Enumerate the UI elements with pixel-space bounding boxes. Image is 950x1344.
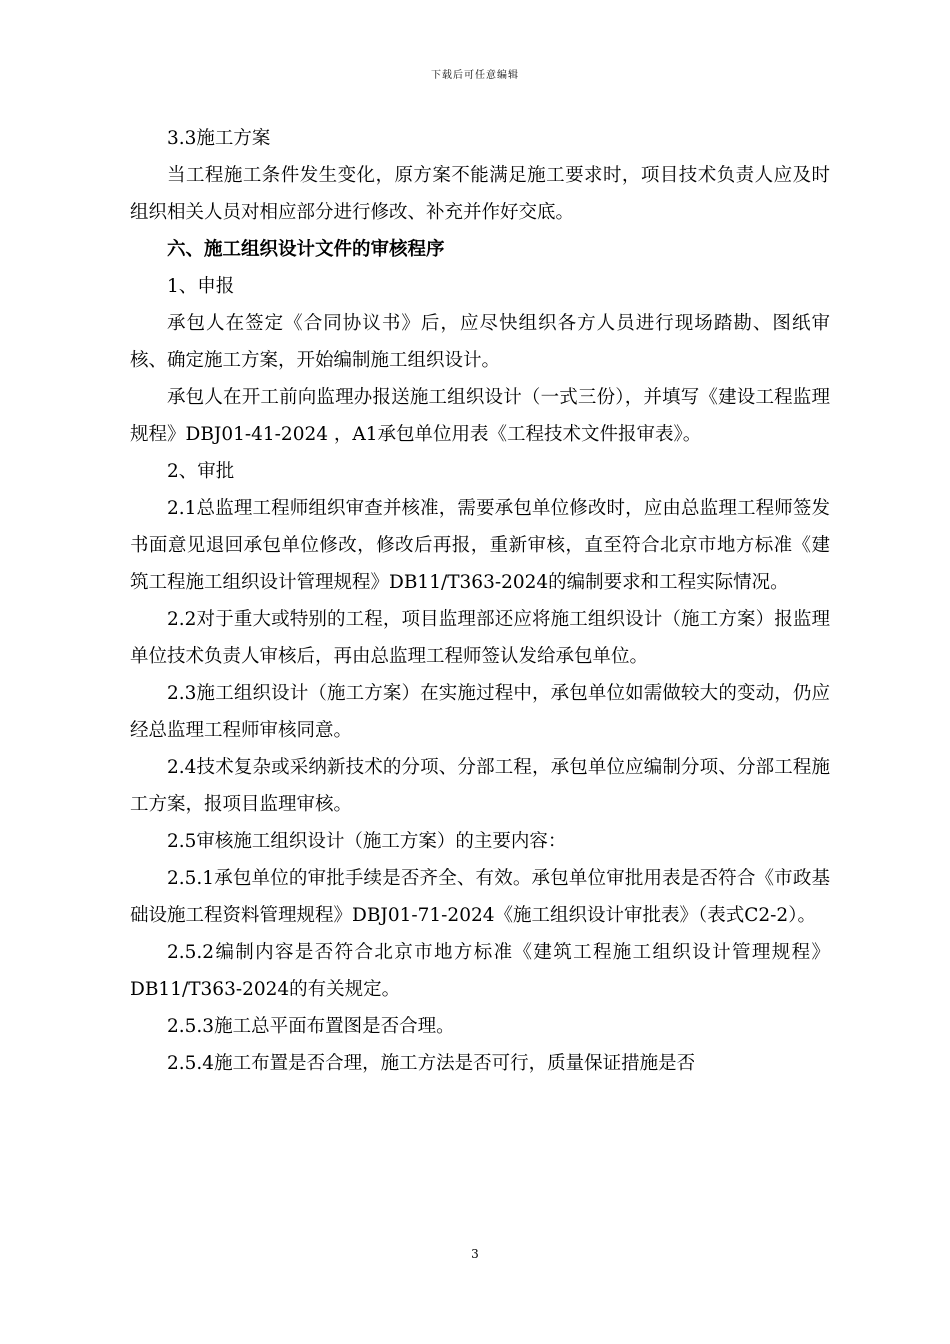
paragraph-2-3: 2.3施工组织设计（施工方案）在实施过程中，承包单位如需做较大的变动，仍应经总监理工程师审核同意。: [130, 683, 830, 741]
paragraph-2-5-4: 2.5.4施工布置是否合理，施工方法是否可行，质量保证措施是否: [167, 1053, 696, 1074]
section-heading-3-3: 3.3施工方案: [167, 128, 271, 149]
paragraph-2-5-3: 2.5.3施工总平面布置图是否合理。: [167, 1016, 455, 1037]
subheading-report: 1、申报: [167, 276, 235, 297]
paragraph-2-2: 2.2对于重大或特别的工程，项目监理部还应将施工组织设计（施工方案）报监理单位技术负责人审核后，再由总监理工程师签认发给承包单位。: [130, 609, 830, 667]
subheading-approval: 2、审批: [167, 461, 235, 482]
page-header: 下载后可任意编辑: [431, 70, 519, 81]
section-heading-review-procedure: 六、施工组织设计文件的审核程序: [167, 239, 445, 260]
paragraph-2-1: 2.1总监理工程师组织审查并核准，需要承包单位修改时，应由总监理工程师签发书面意见退回承包单位修改，修改后再报，重新审核，直至符合北京市地方标准《建筑工程施工组织设计管理规程》DB11/T363-2024的编制要求和工程实际情况。: [130, 498, 830, 593]
paragraph-2-5: 2.5审核施工组织设计（施工方案）的主要内容：: [167, 831, 567, 852]
document-body: [130, 120, 830, 1082]
paragraph-contract-signing: 承包人在签定《合同协议书》后，应尽快组织各方人员进行现场踏勘、图纸审核、确定施工方案，开始编制施工组织设计。: [130, 313, 830, 371]
paragraph-2-5-2: 2.5.2编制内容是否符合北京市地方标准《建筑工程施工组织设计管理规程》DB11/T363-2024的有关规定。: [130, 942, 830, 1000]
page-number: 3: [471, 1247, 479, 1261]
paragraph-2-4: 2.4技术复杂或采纳新技术的分项、分部工程，承包单位应编制分项、分部工程施工方案，报项目监理审核。: [130, 757, 830, 815]
paragraph-2-5-1: 2.5.1承包单位的审批手续是否齐全、有效。承包单位审批用表是否符合《市政基础设施工程资料管理规程》DBJ01-71-2024《施工组织设计审批表》（表式C2-2）。: [130, 868, 830, 926]
paragraph-plan-change: 当工程施工条件发生变化，原方案不能满足施工要求时，项目技术负责人应及时组织相关人员对相应部分进行修改、补充并作好交底。: [130, 165, 830, 223]
paragraph-submission: 承包人在开工前向监理办报送施工组织设计（一式三份），并填写《建设工程监理规程》DBJ01-41-2024 ，A1承包单位用表《工程技术文件报审表》。: [130, 387, 830, 445]
